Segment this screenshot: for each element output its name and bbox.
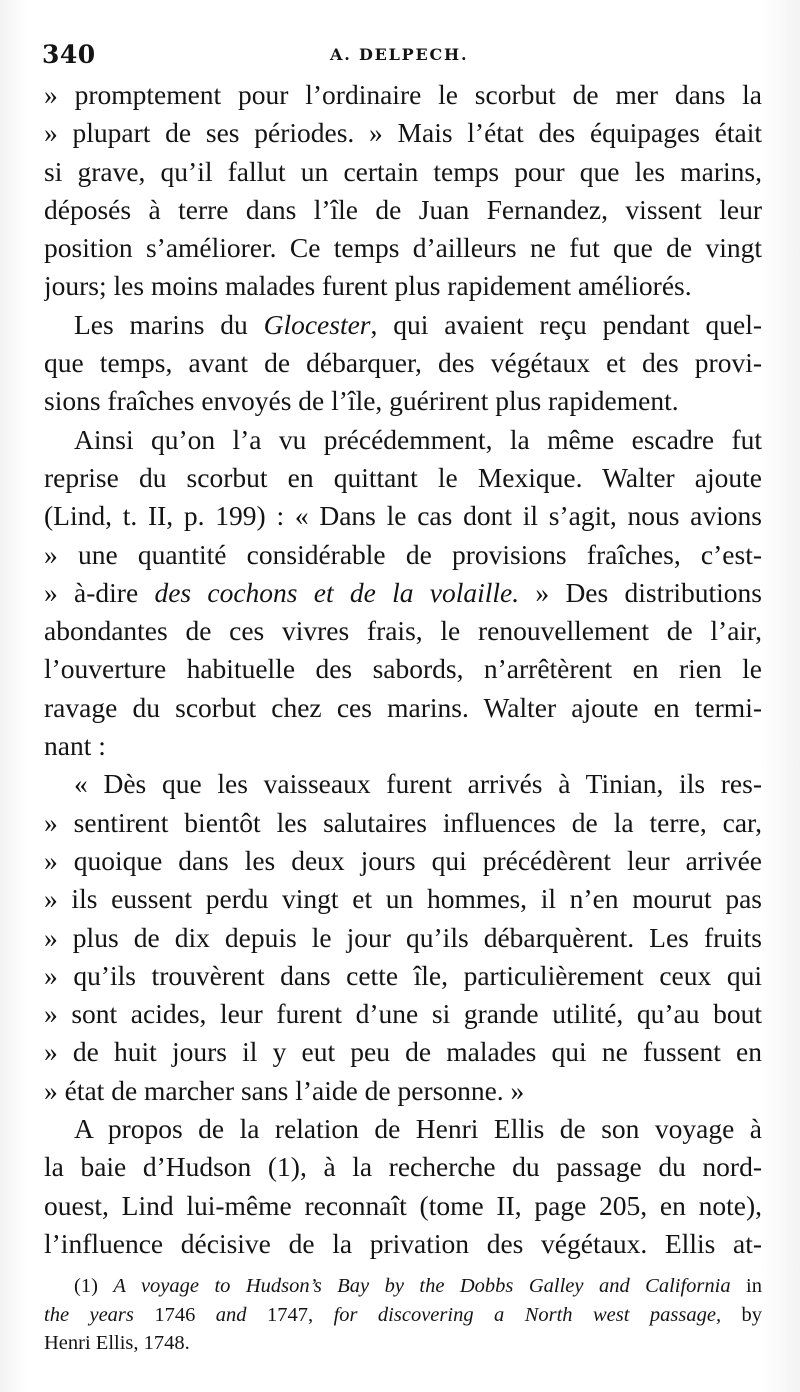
- text-run: l’ouverture habituelle des sabords, n’arrêtèrent en rien le: [44, 653, 762, 685]
- text-run: » Des distributions: [519, 576, 762, 608]
- text-line: [44, 76, 762, 114]
- text-run: » ils eussent perdu vingt et un hommes, il n’en mourut pas: [44, 883, 762, 915]
- text-line: [44, 191, 762, 229]
- text-line: [44, 1187, 762, 1225]
- text-run: 1747,: [246, 1303, 334, 1326]
- footnote-line: [44, 1301, 762, 1330]
- text-line: [44, 306, 762, 344]
- text-run: » sont acides, leur furent d’une si grande utilité, qu’au bout: [44, 998, 762, 1030]
- text-line: [44, 574, 762, 612]
- text-line: [44, 1072, 762, 1110]
- text-run: » qu’ils trouvèrent dans cette île, particulièrement ceux qui: [44, 959, 762, 991]
- text-line: [44, 267, 762, 305]
- text-line: [44, 382, 762, 420]
- text-run: jours; les moins malades furent plus rapidement améliorés.: [44, 270, 692, 302]
- text-line: [44, 842, 762, 880]
- text-line: [44, 497, 762, 535]
- text-run: position s’améliorer. Ce temps d’ailleurs ne fut que de vingt: [44, 232, 762, 264]
- italic-text: for discovering a North west passage,: [333, 1303, 722, 1326]
- page-number: 340: [42, 40, 96, 69]
- text-line: [44, 153, 762, 191]
- text-line: [44, 1110, 762, 1148]
- text-run: » à-dire: [44, 576, 155, 608]
- text-line: [44, 229, 762, 267]
- text-run: » plus de dix depuis le jour qu’ils débarquèrent. Les fruits: [44, 921, 762, 953]
- text-line: [44, 804, 762, 842]
- text-run: ravage du scorbut chez ces marins. Walter ajoute en termi-: [44, 691, 762, 723]
- text-run: » sentirent bientôt les salutaires influences de la terre, car,: [44, 806, 762, 838]
- text-run: la baie d’Hudson (1), à la recherche du passage du nord-: [44, 1151, 762, 1183]
- text-run: » de huit jours il y eut peu de malades qui ne fussent en: [44, 1036, 762, 1068]
- text-run: nant :: [44, 730, 106, 762]
- italic-text: Glocester: [263, 308, 371, 340]
- text-run: (Lind, t. II, p. 199) : « Dans le cas dont il s’agit, nous avions: [44, 500, 762, 532]
- text-run: » quoique dans les deux jours qui précédèrent leur arrivée: [44, 844, 762, 876]
- text-run: sions fraîches envoyés de l’île, guérirent plus rapidement.: [44, 385, 679, 417]
- page-header: [42, 38, 762, 72]
- text-run: Henri Ellis, 1748.: [44, 1332, 190, 1354]
- text-line: [44, 612, 762, 650]
- text-run: 1746: [133, 1303, 216, 1326]
- text-line: [44, 344, 762, 382]
- text-line: [44, 114, 762, 152]
- text-run: « Dès que les vaisseaux furent arrivés à Tinian, ils res-: [74, 768, 762, 800]
- text-run: » promptement pour l’ordinaire le scorbut de mer dans la: [44, 79, 762, 110]
- text-run: in: [730, 1275, 762, 1297]
- text-line: [44, 459, 762, 497]
- text-run: ouest, Lind lui-même reconnaît (tome II, page 205, en note),: [44, 1189, 762, 1221]
- footnotes: [44, 1272, 762, 1358]
- footnote-line: [44, 1329, 762, 1358]
- text-line: [44, 880, 762, 918]
- text-line: [44, 421, 762, 459]
- italic-text: A voyage to Hudson’s Bay by the Dobbs Galley and California: [113, 1275, 731, 1297]
- text-run: reprise du scorbut en quittant le Mexique. Walter ajoute: [44, 461, 762, 493]
- text-run: déposés à terre dans l’île de Juan Fernandez, vissent leur: [44, 193, 762, 225]
- text-run: que temps, avant de débarquer, des végétaux et des provi-: [44, 347, 762, 379]
- text-run: si grave, qu’il fallut un certain temps pour que les marins,: [44, 155, 762, 187]
- text-line: [44, 536, 762, 574]
- italic-text: and: [215, 1303, 247, 1326]
- text-run: l’influence décisive de la privation des végétaux. Ellis at-: [44, 1227, 762, 1259]
- text-line: [44, 995, 762, 1033]
- text-run: » une quantité considérable de provisions fraîches, c’est-: [44, 538, 762, 570]
- text-run: Ainsi qu’on l’a vu précédemment, la même escadre fut: [74, 423, 762, 455]
- text-run: » état de marcher sans l’aide de personne. »: [44, 1074, 525, 1106]
- text-run: abondantes de ces vivres frais, le renouvellement de l’air,: [44, 615, 762, 647]
- text-line: [44, 727, 762, 765]
- text-line: [44, 765, 762, 803]
- text-line: [44, 1148, 762, 1186]
- running-head: A. DELPECH.: [330, 45, 469, 64]
- text-line: [44, 650, 762, 688]
- italic-text: the years: [44, 1303, 134, 1326]
- text-run: A propos de la relation de Henri Ellis de son voyage à: [74, 1113, 762, 1145]
- text-line: [44, 1033, 762, 1071]
- text-line: [44, 957, 762, 995]
- text-run: (1): [74, 1275, 114, 1297]
- text-run: , qui avaient reçu pendant quel-: [370, 308, 762, 340]
- footnote-line: [44, 1272, 762, 1301]
- text-run: Les marins du: [74, 308, 264, 340]
- text-line: [44, 919, 762, 957]
- text-run: by: [721, 1303, 762, 1326]
- text-run: » plupart de ses périodes. » Mais l’état des équipages était: [44, 117, 762, 149]
- body-text: [44, 76, 762, 1263]
- text-line: [44, 1225, 762, 1263]
- text-line: [44, 689, 762, 727]
- italic-text: des cochons et de la volaille.: [154, 576, 520, 608]
